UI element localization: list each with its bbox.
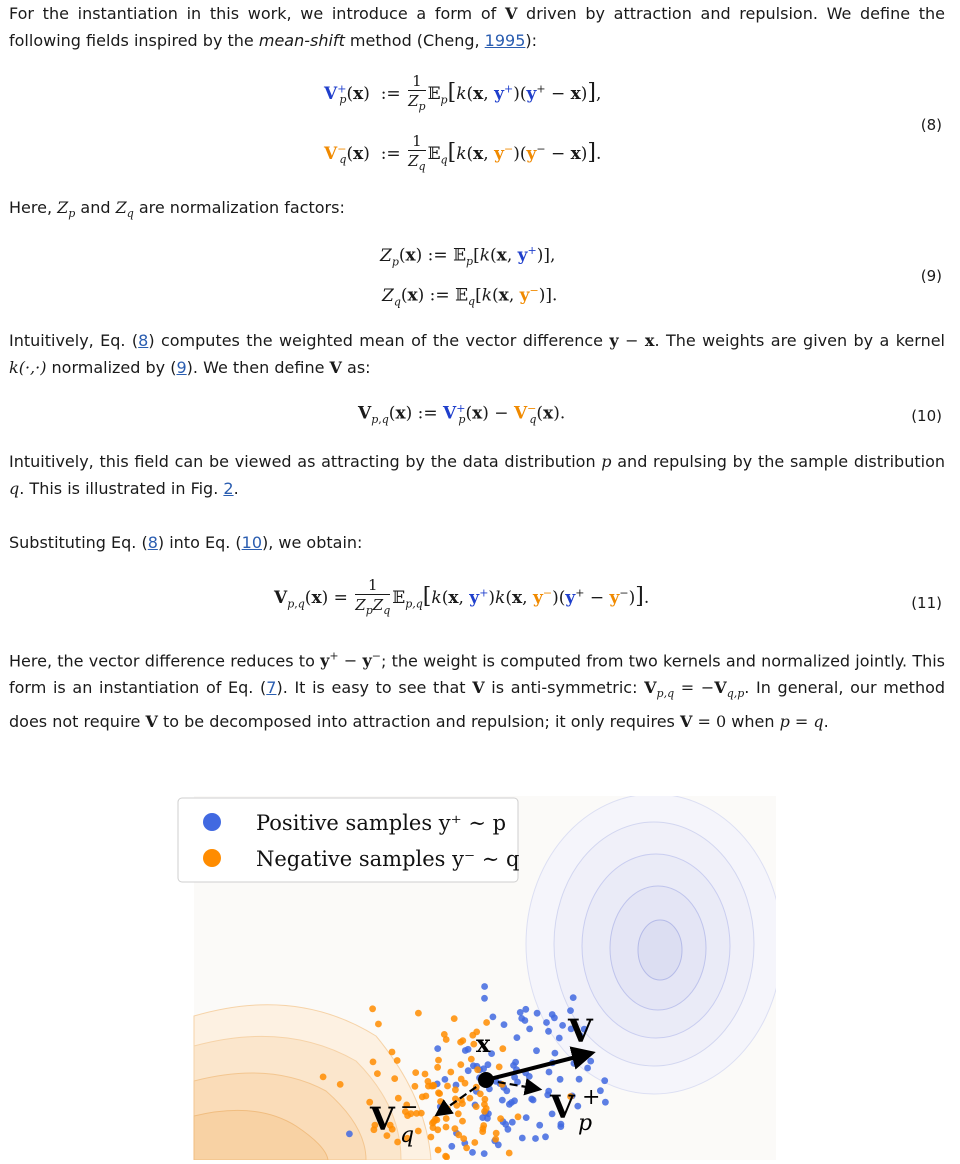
positive-sample-point (503, 1087, 510, 1094)
positive-sample-point (518, 1015, 525, 1022)
positive-sample-point (559, 1022, 566, 1029)
label-Vp: V (550, 1088, 575, 1126)
positive-sample-point (556, 1035, 563, 1042)
paragraph-intro: For the instantiation in this work, we introduce a form of V driven by attraction and repulsion. We define the following fields inspired by the mean-shift method (Cheng, 1995): (9, 4, 946, 50)
negative-sample-point (443, 1124, 450, 1131)
positive-sample-point (530, 1097, 537, 1104)
positive-sample-point (434, 1045, 441, 1052)
figure-canvas (176, 796, 776, 1160)
negative-sample-point (459, 1118, 466, 1125)
negative-sample-point (391, 1075, 398, 1082)
equation-11: $V_{p,q}(x)$ = $\frac{1}{Z_pZ_q}$ 𝔼$_{p,q}$[k(x, y+)k(x, y−)(y+ − y−)]. (11) (274, 576, 942, 617)
negative-sample-point (474, 1066, 481, 1073)
negative-sample-point (477, 1091, 484, 1098)
equation-9-line-1: $Z_p(x)$ := 𝔼$_p$[k(x, y+)], (380, 244, 556, 269)
negative-sample-point (422, 1071, 429, 1078)
equation-link-8[interactable]: 8 (138, 331, 149, 350)
positive-sample-point (501, 1021, 508, 1028)
positive-sample-point (522, 1006, 529, 1013)
label-Vq: V (370, 1100, 395, 1138)
legend-negative-marker (203, 849, 221, 867)
label-V: V (568, 1012, 593, 1050)
positive-sample-point (479, 1114, 486, 1121)
negative-sample-point (389, 1049, 396, 1056)
negative-sample-point (471, 1139, 478, 1146)
label-Vp-sup: + (582, 1085, 601, 1110)
positive-sample-point (570, 994, 577, 1001)
positive-sample-point (533, 1047, 540, 1054)
negative-sample-point (463, 1145, 470, 1152)
citation-link[interactable]: 1995 (484, 31, 526, 50)
positive-sample-point (506, 1101, 513, 1108)
negative-sample-point (394, 1057, 401, 1064)
paragraph-weighted-mean: Intuitively, Eq. (8) computes the weighted mean of the vector difference y − x. The weights are given by a kernel k(·,·) normalized by (9). We then define V as: (9, 331, 945, 377)
negative-sample-point (506, 1150, 513, 1157)
positive-sample-point (546, 1069, 553, 1076)
negative-sample-point (452, 1086, 459, 1093)
paragraph-attraction-repulsion: Intuitively, this field can be viewed as attracting by the data distribution p and repulsing by the sample distribution q. This is illustrated in Fig. 2. (9, 452, 945, 498)
negative-sample-point (492, 1136, 499, 1143)
figure-link-2[interactable]: 2 (223, 479, 234, 498)
positive-sample-point (509, 1119, 516, 1126)
positive-sample-point (523, 1114, 530, 1121)
positive-sample-point (442, 1076, 449, 1083)
positive-sample-point (601, 1077, 608, 1084)
label-Vq-sup: − (400, 1095, 419, 1120)
positive-sample-point (465, 1067, 472, 1074)
negative-sample-point (497, 1115, 504, 1122)
negative-sample-point (443, 1115, 450, 1122)
positive-sample-point (448, 1143, 455, 1150)
positive-sample-point (557, 1076, 564, 1083)
negative-sample-point (480, 1125, 487, 1132)
negative-sample-point (468, 1056, 475, 1063)
negative-sample-point (515, 1113, 522, 1120)
positive-sample-point (526, 1073, 533, 1080)
legend-positive-marker (203, 813, 221, 831)
negative-sample-point (375, 1021, 382, 1028)
negative-sample-point (430, 1082, 437, 1089)
legend-negative-label: Negative samples y⁻ ∼ q (256, 847, 520, 871)
negative-sample-point (451, 1015, 458, 1022)
equation-link-9[interactable]: 9 (176, 358, 187, 377)
negative-sample-point (483, 1019, 490, 1026)
negative-sample-point (374, 1070, 381, 1077)
positive-sample-point (499, 1097, 506, 1104)
negative-sample-point (447, 1069, 454, 1076)
label-x: x (476, 1029, 491, 1058)
positive-sample-point (532, 1135, 539, 1142)
positive-sample-point (346, 1131, 353, 1138)
equation-link-10[interactable]: 10 (241, 533, 262, 552)
positive-sample-point (469, 1149, 476, 1156)
positive-sample-point (465, 1046, 472, 1053)
negative-sample-point (467, 1095, 474, 1102)
equation-number: (8) (920, 116, 942, 134)
equation-link-7[interactable]: 7 (266, 678, 277, 698)
negative-sample-point (455, 1110, 462, 1117)
negative-sample-point (499, 1045, 506, 1052)
positive-sample-point (574, 1103, 581, 1110)
positive-sample-point (587, 1058, 594, 1065)
negative-sample-point (437, 1098, 444, 1105)
negative-sample-point (369, 1005, 376, 1012)
negative-sample-point (493, 1130, 500, 1137)
equation-number: (9) (920, 267, 942, 285)
label-Vq-sub: q (400, 1123, 415, 1148)
negative-sample-point (473, 1103, 480, 1110)
positive-sample-point (549, 1011, 556, 1018)
negative-sample-point (429, 1120, 436, 1127)
equation-9-line-2: $Z_q(x)$ := 𝔼$_q$[k(x, y−)]. (382, 284, 558, 309)
symbol-V: V (504, 4, 518, 23)
paragraph-anti-symmetric: Here, the vector difference reduces to y+ − y−; the weight is computed from two kernels and normalized jointly. This form is an instantiation of Eq. (7). It is easy to see that V is anti-symmetric: $V_{p,q} = -V_{q,p}$. In general, our method does not require V to be decomposed into attraction and repulsion; it only requires V = 0 when p = q. (9, 650, 946, 731)
negative-sample-point (441, 1031, 448, 1038)
positive-sample-point (543, 1019, 550, 1026)
equation-8-line-2: $V^-_q(x)$ := $\frac{1}{Z_q}$ 𝔼$_q$[k(x, y−)(y− − x)]. (324, 132, 602, 173)
equation-9 (0, 244, 960, 314)
equation-10: $V_{p,q}(x)$ := $V^+_p(x) - V^-_q(x)$. (10) (358, 402, 942, 427)
positive-sample-point (545, 1028, 552, 1035)
positive-sample-point (584, 1065, 591, 1072)
negative-sample-point (434, 1064, 441, 1071)
positive-sample-point (536, 1122, 543, 1129)
negative-sample-point (415, 1128, 422, 1135)
paragraph-substitution: Substituting Eq. (8) into Eq. (10), we obtain: (9, 533, 363, 552)
negative-sample-point (444, 1083, 451, 1090)
positive-sample-point (481, 995, 488, 1002)
negative-sample-point (419, 1094, 426, 1101)
figure-attraction-repulsion (176, 796, 776, 1160)
equation-number: (11) (911, 594, 942, 612)
equation-8 (0, 72, 960, 184)
positive-sample-point (602, 1099, 609, 1106)
negative-sample-point (415, 1010, 422, 1017)
paragraph-normalization: Here, $Z_p$ and $Z_q$ are normalization factors: (9, 198, 345, 221)
negative-sample-point (435, 1147, 442, 1154)
negative-sample-point (320, 1074, 327, 1081)
equation-number: (10) (911, 407, 942, 425)
negative-sample-point (483, 1105, 490, 1112)
positive-sample-point (526, 1026, 533, 1033)
negative-sample-point (435, 1057, 442, 1064)
positive-sample-point (512, 1059, 519, 1066)
negative-sample-point (457, 1061, 464, 1068)
negative-sample-point (337, 1081, 344, 1088)
positive-sample-point (571, 1060, 578, 1067)
equation-8-line-1: $V^+_p(x)$ := $\frac{1}{Z_p}$ 𝔼$_p$[k(x, y+)(y+ − x)], (324, 72, 602, 113)
positive-sample-point (552, 1050, 559, 1057)
positive-sample-point (480, 1065, 487, 1072)
point-x (478, 1072, 494, 1088)
negative-sample-point (452, 1125, 459, 1132)
blue-density-contours (526, 796, 776, 1094)
positive-sample-point (481, 1150, 488, 1157)
positive-sample-point (481, 983, 488, 990)
negative-sample-point (436, 1090, 443, 1097)
negative-sample-point (455, 1131, 462, 1138)
negative-sample-point (428, 1134, 435, 1141)
negative-sample-point (459, 1037, 466, 1044)
legend-positive-label: Positive samples y⁺ ∼ p (256, 811, 507, 835)
positive-sample-point (576, 1076, 583, 1083)
positive-sample-point (534, 1010, 541, 1017)
equation-link-8[interactable]: 8 (147, 533, 158, 552)
label-Vp-sub: p (578, 1111, 593, 1136)
negative-sample-point (412, 1069, 419, 1076)
positive-sample-point (490, 1014, 497, 1021)
negative-sample-point (370, 1059, 377, 1066)
positive-sample-point (542, 1133, 549, 1140)
negative-sample-point (412, 1083, 419, 1090)
negative-sample-point (496, 1064, 503, 1071)
legend (178, 798, 519, 882)
term-mean-shift: mean-shift (258, 31, 345, 50)
negative-sample-point (462, 1080, 469, 1087)
positive-sample-point (514, 1034, 521, 1041)
negative-sample-point (442, 1153, 449, 1160)
positive-sample-point (519, 1135, 526, 1142)
